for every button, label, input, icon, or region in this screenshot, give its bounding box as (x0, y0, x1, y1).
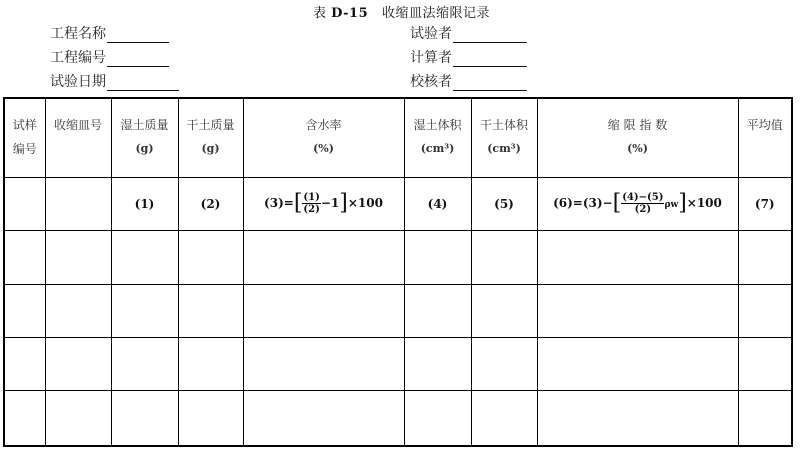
cell[interactable] (537, 390, 738, 446)
cell[interactable] (404, 230, 471, 284)
cell[interactable] (178, 390, 243, 446)
cell[interactable] (178, 337, 243, 390)
cell[interactable] (404, 284, 471, 337)
cell[interactable] (471, 284, 537, 337)
cell[interactable] (738, 337, 792, 390)
page-title (0, 2, 803, 21)
checker-blank[interactable] (453, 74, 527, 91)
header-wet-volume: 湿土体积 (cm³) (404, 98, 471, 177)
formula-dish-no (45, 177, 111, 230)
title-prefix: 表 (312, 6, 327, 21)
cell[interactable] (45, 390, 111, 446)
cell[interactable] (45, 337, 111, 390)
table-row (4, 390, 792, 446)
cell[interactable] (178, 284, 243, 337)
cell[interactable] (4, 337, 45, 390)
cell[interactable] (111, 337, 178, 390)
header-average: 平均值 (738, 98, 792, 177)
tester-blank[interactable] (453, 26, 527, 43)
tester-label: 试验者 (410, 26, 452, 42)
cell[interactable] (243, 337, 404, 390)
project-name-label: 工程名称 (50, 26, 106, 42)
header-dry-mass: 干土质量 (g) (178, 98, 243, 177)
cell[interactable] (111, 390, 178, 446)
unit-dry-mass: (g) (201, 142, 220, 155)
test-date-field (50, 73, 179, 91)
formula-wet-mass: (1) (111, 177, 178, 230)
checker-field (410, 73, 527, 91)
header-sample-no: 试样编号 (4, 98, 45, 177)
title-code: D-15 (331, 6, 369, 21)
formula-shrinkage-limit: (6)=(3)−[ $\frac{(4)-(5)}{(2)}$ ρw]×100 (537, 177, 738, 230)
cell[interactable] (45, 230, 111, 284)
cell[interactable] (738, 284, 792, 337)
formula-sample-no (4, 177, 45, 230)
cell[interactable] (537, 230, 738, 284)
cell[interactable] (4, 390, 45, 446)
cell[interactable] (4, 284, 45, 337)
cell[interactable] (738, 230, 792, 284)
formula-dry-mass: (2) (178, 177, 243, 230)
header-water-content: 含水率 (%) (243, 98, 404, 177)
test-date-label: 试验日期 (50, 74, 106, 90)
cell[interactable] (404, 337, 471, 390)
cell[interactable] (471, 230, 537, 284)
cell[interactable] (243, 390, 404, 446)
formula-row (4, 177, 792, 230)
header-wet-mass: 湿土质量 (g) (111, 98, 178, 177)
header-row (4, 98, 792, 177)
tester-field (410, 25, 527, 43)
table-row (4, 230, 792, 284)
formula-dry-volume: (5) (471, 177, 537, 230)
project-name-field (50, 25, 169, 43)
table-row (4, 337, 792, 390)
cell[interactable] (404, 390, 471, 446)
unit-wet-mass: (g) (135, 142, 154, 155)
project-no-blank[interactable] (107, 50, 169, 67)
calculator-label: 计算者 (410, 50, 452, 66)
test-date-blank[interactable] (107, 74, 179, 91)
header-dry-volume: 干土体积 (cm³) (471, 98, 537, 177)
header-shrinkage-limit: 缩 限 指 数 (%) (537, 98, 738, 177)
cell[interactable] (738, 390, 792, 446)
cell[interactable] (537, 284, 738, 337)
unit-dry-volume: (cm³) (487, 142, 521, 155)
cell[interactable] (178, 230, 243, 284)
cell[interactable] (537, 337, 738, 390)
unit-shrinkage-limit: (%) (627, 142, 648, 155)
cell[interactable] (243, 284, 404, 337)
formula-average: (7) (738, 177, 792, 230)
project-no-label: 工程编号 (50, 50, 106, 66)
cell[interactable] (243, 230, 404, 284)
checker-label: 校核者 (410, 74, 452, 90)
cell[interactable] (111, 230, 178, 284)
shrinkage-record-table (3, 97, 793, 447)
calculator-blank[interactable] (453, 50, 527, 67)
cell[interactable] (4, 230, 45, 284)
table-row (4, 284, 792, 337)
cell[interactable] (45, 284, 111, 337)
project-name-blank[interactable] (107, 26, 169, 43)
formula-wet-volume: (4) (404, 177, 471, 230)
calculator-field (410, 49, 527, 67)
cell[interactable] (471, 337, 537, 390)
title-text: 收缩皿法缩限记录 (382, 6, 491, 21)
unit-water-content: (%) (313, 142, 334, 155)
cell[interactable] (471, 390, 537, 446)
unit-wet-volume: (cm³) (420, 142, 455, 155)
header-dish-no: 收缩皿号 (45, 98, 111, 177)
formula-water-content: (3)=[ $\frac{(1)}{(2)}$ −1]×100 (243, 177, 404, 230)
project-no-field (50, 49, 169, 67)
cell[interactable] (111, 284, 178, 337)
